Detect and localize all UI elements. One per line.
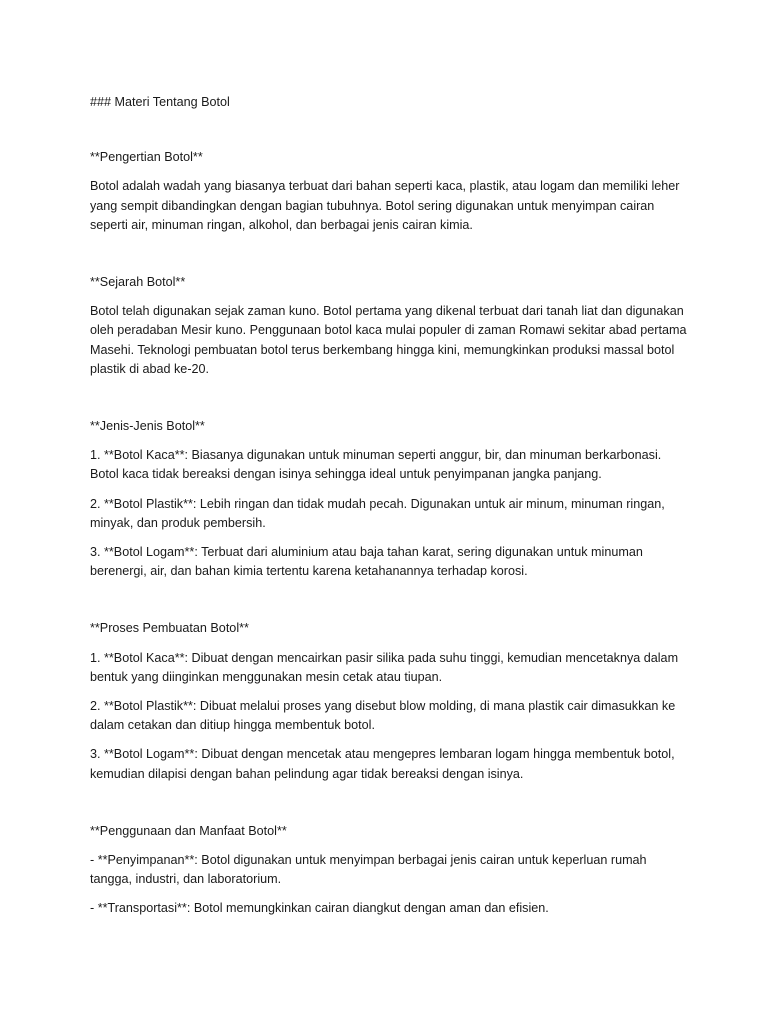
list-item: 3. **Botol Logam**: Terbuat dari aluminium atau baja tahan karat, sering digunakan untuk minuman berenergi, air, dan bahan kimia tertentu karena ketahanannya terhadap korosi. <box>90 545 643 579</box>
list-item: 1. **Botol Kaca**: Biasanya digunakan untuk minuman seperti anggur, bir, dan minuman berkarbonasi. Botol kaca tidak bereaksi dengan isinya sehingga ideal untuk penyimpanan jangka panjang. <box>90 448 662 482</box>
section-heading: **Proses Pembuatan Botol** <box>90 621 249 636</box>
section-jenis <box>90 417 690 581</box>
section-heading: **Jenis-Jenis Botol** <box>90 419 205 434</box>
list-item: 2. **Botol Plastik**: Dibuat melalui proses yang disebut blow molding, di mana plastik cair dimasukkan ke dalam cetakan dan ditiup hingga membentuk botol. <box>90 699 676 733</box>
list-item: 2. **Botol Plastik**: Lebih ringan dan tidak mudah pecah. Digunakan untuk air minum, minuman ringan, minyak, dan produk pembersih. <box>90 496 665 530</box>
section-heading: **Sejarah Botol** <box>90 275 186 290</box>
section-pengertian <box>90 148 690 235</box>
section-heading: **Pengertian Botol** <box>90 150 203 165</box>
section-heading: **Penggunaan dan Manfaat Botol** <box>90 823 287 838</box>
section-penggunaan <box>90 822 690 919</box>
document-title: ### Materi Tentang Botol <box>90 95 230 109</box>
section-sejarah <box>90 273 690 379</box>
list-item: - **Transportasi**: Botol memungkinkan cairan diangkut dengan aman dan efisien. <box>90 901 549 916</box>
list-item: - **Penyimpanan**: Botol digunakan untuk menyimpan berbagai jenis cairan untuk keperluan rumah tangga, industri, dan laboratorium. <box>90 853 647 887</box>
list-item: 3. **Botol Logam**: Dibuat dengan mencetak atau mengepres lembaran logam hingga membentuk botol, kemudian dilapisi dengan bahan pelindung agar tidak bereaksi dengan isinya. <box>90 747 675 781</box>
list-item: 1. **Botol Kaca**: Dibuat dengan mencairkan pasir silika pada suhu tinggi, kemudian mencetaknya dalam bentuk yang diinginkan menggunakan mesin cetak atau tiupan. <box>90 650 679 684</box>
document-body <box>90 93 690 929</box>
section-proses <box>90 619 690 783</box>
paragraph: Botol adalah wadah yang biasanya terbuat dari bahan seperti kaca, plastik, atau logam dan memiliki leher yang sempit dibandingkan dengan bagian tubuhnya. Botol sering digunakan untuk menyimpan cairan seperti air, minuman ringan, alkohol, dan berbagai jenis cairan kimia. <box>90 179 680 232</box>
paragraph: Botol telah digunakan sejak zaman kuno. Botol pertama yang dikenal terbuat dari tanah liat dan digunakan oleh peradaban Mesir kuno. Penggunaan botol kaca mulai populer di zaman Romawi sekitar abad pertama Masehi. Teknologi pembuatan botol terus berkembang hingga kini, memungkinkan produksi massal botol plastik di abad ke-20. <box>90 304 687 376</box>
